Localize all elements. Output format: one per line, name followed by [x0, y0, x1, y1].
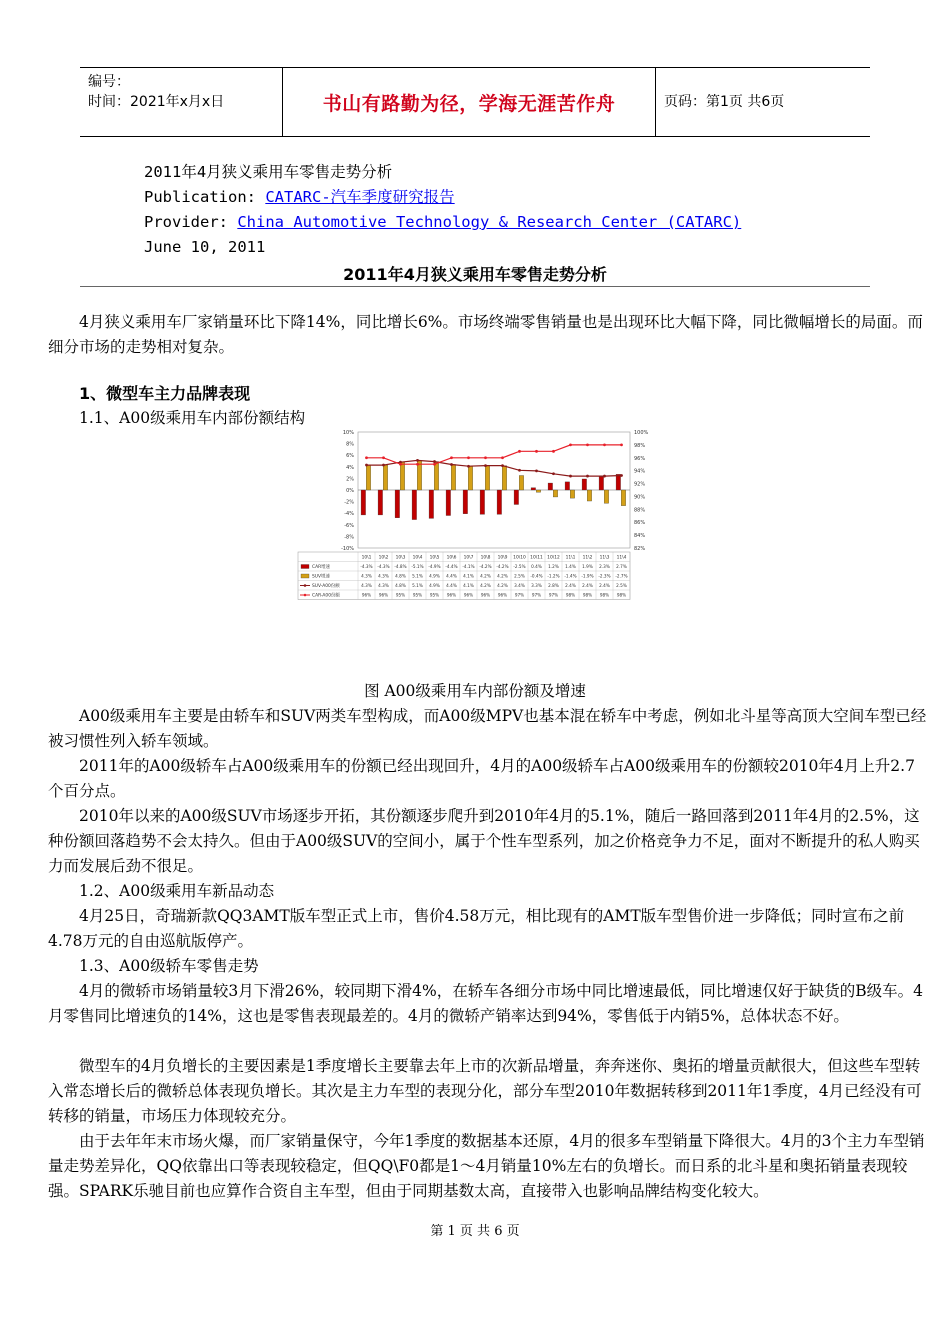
data-label-SUV增速: 4.4% [446, 573, 457, 579]
page-header [80, 67, 870, 137]
point-CAR-A00份额 [569, 443, 572, 446]
data-label-CAR-A00份额: 95% [395, 592, 406, 598]
data-label-SUV增速: 5.1% [412, 573, 423, 579]
bar-SUV增速 [434, 462, 439, 490]
left-tick-label: 8% [346, 441, 354, 448]
bar-CAR增速 [514, 490, 519, 505]
data-label-CAR-A00份额: 98% [599, 592, 610, 598]
bar-CAR增速 [429, 490, 434, 518]
left-tick-label: -6% [344, 522, 354, 529]
bar-CAR增速 [378, 490, 383, 515]
provider-link[interactable]: China Automotive Technology & Research Center (CATARC) [237, 213, 742, 231]
bar-SUV增速 [553, 490, 558, 497]
category-label: 11\2 [582, 555, 593, 561]
category-label: 10\5 [429, 555, 440, 561]
a00-share-chart [296, 426, 649, 611]
left-tick-label: -4% [344, 511, 354, 518]
paragraph-2: 2011年的A00级轿车占A00级乘用车的份额已经出现回升，4月的A00级轿车占A00级乘用车的份额较2010年4月上升2.7个百分点。 [48, 757, 915, 800]
point-SUV-A00份额 [569, 475, 572, 478]
legend-marker-CAR-A00份额 [304, 594, 307, 597]
legend-swatch-SUV增速 [301, 574, 309, 578]
left-tick-label: 4% [346, 464, 354, 471]
right-tick-label: 90% [634, 494, 646, 501]
point-CAR-A00份额 [535, 450, 538, 453]
data-label-CAR-A00份额: 98% [616, 592, 627, 598]
data-label-CAR增速: -4.2% [479, 564, 492, 569]
point-SUV-A00份额 [535, 469, 538, 472]
data-label-SUV增速: -1.4% [564, 573, 577, 579]
paragraph-4: 4月25日，奇瑞新款QQ3AMT版车型正式上市，售价4.58万元，相比现有的AMT版车型售价进一步降低；同时宣布之前4.78万元的自由巡航版停产。 [48, 907, 905, 950]
bar-SUV增速 [604, 490, 609, 503]
category-label: 10\4 [412, 555, 423, 561]
data-label-SUV-A00份额: 4.4% [446, 583, 457, 588]
bar-CAR增速 [463, 490, 468, 514]
category-label: 10\6 [446, 555, 457, 561]
data-label-SUV增速: 4.3% [361, 573, 372, 579]
page-footer: 第 1 页 共 6 页 [430, 1224, 520, 1239]
number-label: 编号： [88, 74, 130, 90]
bar-SUV增速 [383, 465, 388, 490]
data-label-SUV-A00份额: 4.9% [429, 583, 440, 588]
bar-CAR增速 [412, 490, 417, 520]
right-tick-label: 92% [634, 481, 646, 488]
right-tick-label: 82% [634, 546, 646, 552]
data-label-SUV-A00份额: 4.2% [497, 583, 508, 588]
motto-text: 书山有路勤为径，学海无涯苦作舟 [322, 92, 616, 115]
data-label-SUV-A00份额: 4.8% [395, 583, 406, 588]
data-label-SUV增速: 4.2% [480, 573, 491, 579]
point-SUV-A00份额 [467, 465, 470, 468]
title-divider [80, 286, 870, 287]
data-label-CAR增速: 2.3% [599, 564, 610, 569]
bar-SUV增速 [400, 462, 405, 490]
data-label-CAR-A00份额: 98% [565, 592, 576, 598]
paragraph-1: A00级乘用车主要是由轿车和SUV两类车型构成，而A00级MPV也基本混在轿车中考虑，例如北斗星等高顶大空间车型已经被习惯性列入轿车领域。 [48, 707, 927, 750]
point-CAR-A00份额 [365, 456, 368, 459]
category-label: 10\2 [378, 555, 389, 561]
data-label-SUV-A00份额: 4.3% [361, 583, 372, 588]
data-label-SUV增速: -2.7% [615, 573, 628, 579]
right-tick-label: 98% [634, 442, 646, 449]
data-label-SUV-A00份额: 2.4% [565, 583, 576, 588]
meta-line1: 2011年4月狭义乘用车零售走势分析 [144, 163, 393, 181]
bar-SUV增速 [621, 490, 626, 506]
category-label: 10\1 [361, 555, 372, 561]
data-label-SUV-A00份额: 4.2% [480, 583, 491, 588]
left-tick-label: -2% [344, 499, 354, 506]
data-label-CAR-A00份额: 97% [531, 592, 542, 598]
header-motto-cell [283, 68, 656, 136]
data-label-CAR-A00份额: 98% [582, 592, 593, 598]
data-label-SUV增速: 2.5% [514, 573, 525, 579]
data-label-SUV增速: 4.3% [378, 573, 389, 579]
point-CAR-A00份额 [603, 443, 606, 446]
point-SUV-A00份额 [433, 460, 436, 463]
point-CAR-A00份额 [467, 456, 470, 459]
point-CAR-A00份额 [501, 456, 504, 459]
bar-SUV增速 [587, 490, 592, 501]
data-label-CAR-A00份额: 95% [429, 592, 440, 598]
right-tick-label: 84% [634, 533, 646, 540]
data-label-SUV-A00份额: 2.4% [599, 583, 610, 588]
point-SUV-A00份额 [603, 475, 606, 478]
publication-link[interactable]: CATARC-汽车季度研究报告 [265, 188, 455, 206]
data-label-SUV-A00份额: 2.5% [616, 583, 627, 588]
data-label-CAR-A00份额: 97% [548, 592, 559, 598]
data-label-SUV-A00份额: 2.4% [582, 583, 593, 588]
data-label-SUV增速: 4.2% [497, 573, 508, 579]
sub1-3-heading: 1.3、A00级轿车零售走势 [79, 957, 259, 975]
point-CAR-A00份额 [484, 456, 487, 459]
data-label-SUV增速: 4.1% [463, 573, 474, 579]
intro-paragraph: 4月狭义乘用车厂家销量环比下降14%，同比增长6%。市场终端零售销量也是出现环比大幅下降，同比微幅增长的局面。而细分市场的走势相对复杂。 [48, 313, 923, 356]
time-label: 时间：2021年x月x日 [88, 94, 225, 110]
data-label-SUV增速: -2.3% [598, 573, 611, 579]
data-label-CAR-A00份额: 96% [463, 592, 474, 598]
category-label: 10\7 [463, 555, 474, 561]
data-label-CAR-A00份额: 96% [480, 592, 491, 598]
legend-marker-SUV-A00份额 [304, 584, 307, 587]
point-SUV-A00份额 [501, 464, 504, 467]
bar-CAR增速 [565, 482, 570, 490]
data-label-CAR增速: 1.2% [548, 564, 559, 569]
left-tick-label: 6% [346, 453, 354, 460]
right-tick-label: 94% [634, 468, 646, 475]
point-SUV-A00份额 [416, 459, 419, 462]
legend-swatch-CAR增速 [301, 565, 309, 569]
data-label-SUV增速: 4.9% [429, 573, 440, 579]
data-label-CAR-A00份额: 96% [446, 592, 457, 598]
data-label-CAR增速: -2.5% [513, 564, 526, 569]
bar-SUV增速 [570, 490, 575, 498]
point-CAR-A00份额 [433, 463, 436, 466]
point-SUV-A00份额 [586, 475, 589, 478]
bar-CAR增速 [446, 490, 451, 516]
bar-CAR增速 [480, 490, 485, 514]
data-label-SUV增速: -0.4% [530, 573, 543, 579]
data-label-SUV-A00份额: 3.4% [514, 583, 525, 588]
bar-SUV增速 [366, 465, 371, 490]
category-label: 10\8 [480, 555, 491, 561]
point-SUV-A00份额 [365, 464, 368, 467]
point-SUV-A00份额 [382, 464, 385, 467]
point-SUV-A00份额 [518, 469, 521, 472]
point-CAR-A00份额 [416, 463, 419, 466]
category-label: 10\3 [395, 555, 406, 561]
data-label-CAR增速: -4.3% [377, 564, 390, 569]
legend-label: CAR-A00份额 [312, 593, 340, 599]
bar-CAR增速 [548, 483, 553, 490]
data-label-CAR-A00份额: 95% [412, 592, 423, 598]
point-SUV-A00份额 [450, 463, 453, 466]
right-tick-label: 100% [634, 430, 649, 436]
data-label-CAR增速: -4.2% [496, 564, 509, 569]
article-meta [144, 160, 741, 260]
bar-CAR增速 [395, 490, 400, 518]
category-label: 10\9 [497, 555, 508, 561]
data-label-CAR增速: 1.4% [565, 564, 576, 569]
point-SUV-A00份额 [552, 472, 555, 475]
data-label-CAR-A00份额: 96% [361, 592, 372, 598]
paragraph-5: 4月的微轿市场销量较3月下滑26%，较同期下滑4%，在轿车各细分市场中同比增速最低，同比增速仅好于缺货的B级车。4月零售同比增速负的14%，这也是零售表现最差的。4月的微轿产销率达到94%，零售低于内销5%，总体状态不好。 [48, 982, 924, 1025]
point-CAR-A00份额 [450, 456, 453, 459]
paragraph-6: 微型车的4月负增长的主要因素是1季度增长主要靠去年上市的次新品增量，奔奔迷你、奥拓的增量贡献很大，但这些车型转入常态增长后的微轿总体表现负增长。其次是主力车型的表现分化，部分车型2010年数据转移到2011年1季度，4月已经没有可转移的销量，市场压力体现较充分。 [48, 1057, 922, 1125]
bar-CAR增速 [497, 490, 502, 514]
data-label-CAR增速: -5.1% [411, 564, 424, 569]
data-label-CAR增速: -4.4% [445, 564, 458, 569]
data-label-SUV增速: -1.9% [581, 573, 594, 579]
bar-SUV增速 [485, 466, 490, 490]
data-label-CAR增速: -4.3% [360, 564, 373, 569]
right-tick-label: 96% [634, 455, 646, 462]
header-info-cell [80, 68, 283, 136]
right-tick-label: 88% [634, 507, 646, 514]
bar-CAR增速 [582, 479, 587, 490]
point-SUV-A00份额 [620, 474, 623, 477]
legend-label: SUV-A00份额 [312, 584, 340, 589]
point-CAR-A00份额 [399, 463, 402, 466]
category-label: 11\1 [565, 555, 576, 561]
category-label: 11\4 [616, 555, 627, 561]
left-tick-label: 0% [346, 488, 354, 494]
left-tick-label: -10% [341, 546, 354, 552]
bar-SUV增速 [519, 476, 524, 491]
sub1-2-heading: 1.2、A00级乘用车新品动态 [79, 882, 275, 900]
bar-SUV增速 [451, 464, 456, 490]
bar-SUV增速 [502, 466, 507, 490]
category-label: 10\12 [547, 555, 560, 561]
meta-publication: Publication: CATARC-汽车季度研究报告 [144, 188, 455, 206]
data-label-CAR增速: 2.7% [616, 564, 627, 569]
data-label-CAR-A00份额: 97% [514, 592, 525, 598]
point-CAR-A00份额 [552, 450, 555, 453]
data-label-CAR增速: 0.4% [531, 564, 542, 569]
data-label-SUV-A00份额: 2.8% [548, 583, 559, 588]
right-tick-label: 86% [634, 520, 646, 527]
category-label: 10\11 [530, 555, 543, 561]
meta-provider: Provider: China Automotive Technology & Research Center (CATARC) [144, 213, 742, 231]
bar-CAR增速 [616, 474, 621, 490]
point-CAR-A00份额 [620, 443, 623, 446]
bar-SUV增速 [468, 466, 473, 490]
data-label-CAR增速: -4.8% [394, 564, 407, 569]
point-CAR-A00份额 [382, 456, 385, 459]
header-page-cell [656, 68, 870, 136]
category-label: 11\3 [599, 555, 610, 561]
data-label-SUV-A00份额: 5.1% [412, 583, 423, 588]
left-tick-label: -8% [344, 534, 354, 541]
data-label-SUV增速: -1.2% [547, 573, 560, 579]
point-SUV-A00份额 [484, 464, 487, 467]
point-CAR-A00份额 [518, 450, 521, 453]
doc-title: 2011年4月狭义乘用车零售走势分析 [343, 265, 607, 284]
data-label-SUV-A00份额: 3.3% [531, 583, 542, 588]
point-CAR-A00份额 [586, 443, 589, 446]
bar-SUV增速 [536, 490, 541, 492]
left-tick-label: 10% [342, 430, 354, 436]
section1-heading: 1、微型车主力品牌表现 [79, 384, 251, 403]
bar-CAR增速 [531, 488, 536, 490]
data-label-CAR增速: 1.9% [582, 564, 593, 569]
chart-caption: 图 A00级乘用车内部份额及增速 [364, 682, 586, 700]
data-label-CAR-A00份额: 96% [378, 592, 389, 598]
data-label-SUV-A00份额: 4.3% [378, 583, 389, 588]
paragraph-7: 由于去年年末市场火爆，而厂家销量保守，今年1季度的数据基本还原，4月的很多车型销量下降很大。4月的3个主力车型销量走势差异化，QQ依靠出口等表现较稳定，但QQ\F0都是1～4月销量10%左右的负增长。而日系的北斗星和奥拓销量表现较强。SPARK乐驰目前也应算作合资自主车型，但由于同期基数太高，直接带入也影响品牌结构变化较大。 [48, 1132, 925, 1200]
data-label-CAR增速: -4.1% [462, 564, 475, 569]
page-info: 页码：第1页 共6页 [664, 94, 785, 110]
paragraph-3: 2010年以来的A00级SUV市场逐步开拓，其份额逐步爬升到2010年4月的5.1%，随后一路回落到2011年4月的2.5%，这种份额回落趋势不会太持久。但由于A00级SUV的空间小，属于个性车型系列，加之价格竞争力不足，面对不断提升的私人购买力而发展后劲不很足。 [48, 807, 920, 875]
legend-label: SUV增速 [312, 574, 330, 580]
legend-label: CAR增速 [312, 565, 330, 570]
data-label-SUV增速: 4.8% [395, 573, 406, 579]
data-label-CAR-A00份额: 96% [497, 592, 508, 598]
meta-date: June 10, 2011 [144, 238, 266, 256]
data-label-CAR增速: -4.9% [428, 564, 441, 569]
data-label-SUV-A00份额: 4.1% [463, 583, 474, 588]
bar-CAR增速 [361, 490, 366, 515]
sub1-1-heading: 1.1、A00级乘用车内部份额结构 [79, 409, 306, 427]
category-label: 10\10 [513, 555, 526, 561]
bar-CAR增速 [599, 477, 604, 490]
left-tick-label: 2% [346, 476, 354, 483]
